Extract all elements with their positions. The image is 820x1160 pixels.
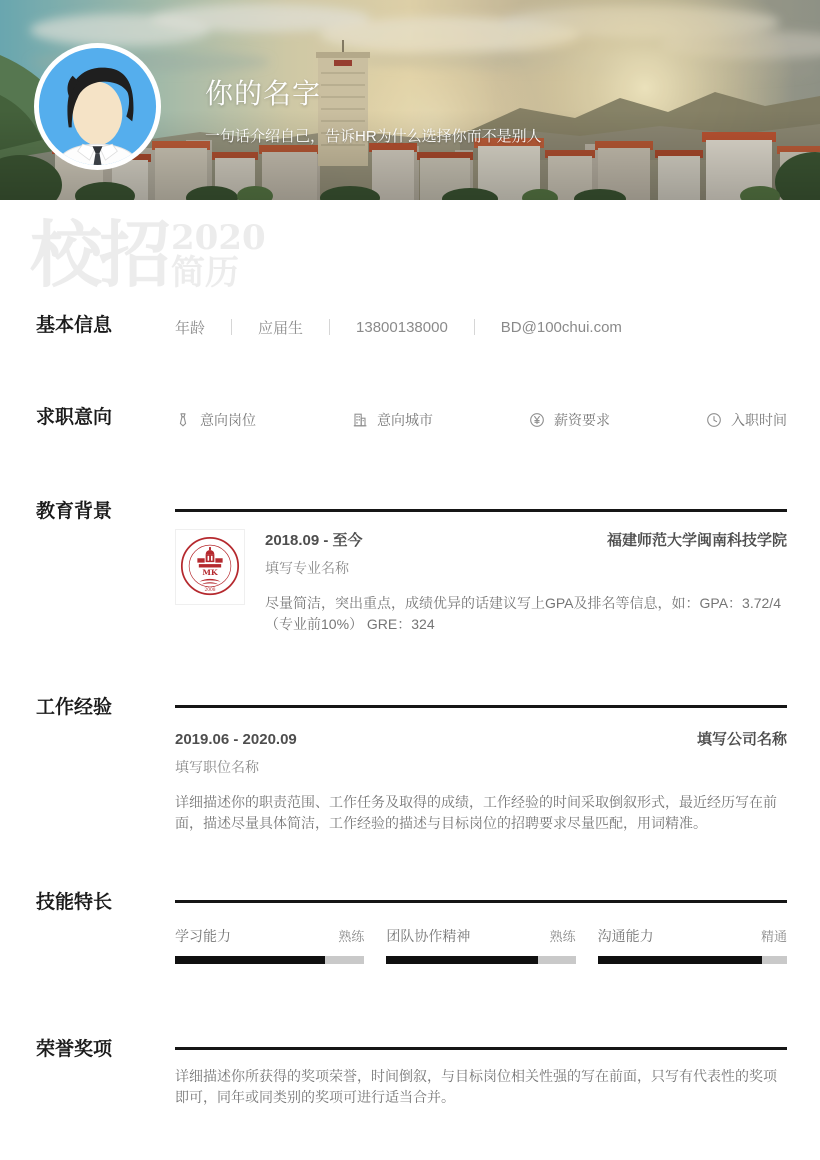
section-divider <box>175 900 787 903</box>
education-entry <box>175 529 787 635</box>
skill-bar-fill <box>386 956 537 964</box>
section-skills <box>0 891 820 964</box>
school-logo <box>175 529 245 605</box>
school-seal-icon <box>176 530 244 604</box>
section-job-intention <box>0 406 820 430</box>
skill-item-learning <box>175 926 364 964</box>
section-education <box>0 500 820 635</box>
skill-bar-fill <box>598 956 763 964</box>
svg-text:2008: 2008 <box>204 587 216 593</box>
skill-name: 学习能力 <box>175 928 231 944</box>
section-title-work-experience: 工作经验 <box>36 697 113 718</box>
intention-label: 意向岗位 <box>200 411 256 428</box>
work-entry <box>175 728 787 834</box>
intention-label: 意向城市 <box>377 411 433 428</box>
skill-bar-track <box>598 956 787 964</box>
education-period: 2018.09 - 至今 <box>265 532 363 549</box>
intention-label: 入职时间 <box>731 411 787 428</box>
skill-bar-track <box>386 956 575 964</box>
section-divider <box>175 509 787 512</box>
basic-info-phone: 13800138000 <box>356 318 448 336</box>
intention-item-city <box>352 410 433 430</box>
svg-text:MK: MK <box>202 568 218 578</box>
skill-item-teamwork <box>386 926 575 964</box>
vertical-divider <box>231 319 232 335</box>
skill-level: 熟练 <box>549 929 576 944</box>
honors-description: 详细描述你所获得的奖项荣誉，时间倒叙，与目标岗位相关性强的写在前面，只写有代表性的奖项即可，同年或同类别的奖项可进行适当合并。 <box>175 1068 777 1105</box>
intention-list <box>175 407 787 430</box>
skills-list <box>175 926 787 964</box>
education-school-name: 福建师范大学闽南科技学院 <box>606 532 787 549</box>
vertical-divider <box>329 319 330 335</box>
tie-icon <box>175 412 191 428</box>
skill-level: 精通 <box>760 929 787 944</box>
intention-item-start-date <box>706 410 787 430</box>
skill-name: 团队协作精神 <box>386 928 471 944</box>
basic-info-age: 年龄 <box>175 319 206 337</box>
watermark-small-text: 简历 <box>171 253 240 293</box>
education-major-placeholder: 填写专业名称 <box>265 560 349 576</box>
section-divider <box>175 1047 787 1050</box>
intention-label: 薪资要求 <box>554 411 610 428</box>
section-title-skills: 技能特长 <box>36 892 113 913</box>
skill-level: 熟练 <box>338 929 365 944</box>
avatar-man-icon <box>33 42 162 171</box>
work-company-name: 填写公司名称 <box>696 731 787 748</box>
intention-item-salary <box>529 410 610 430</box>
skill-bar-track <box>175 956 364 964</box>
basic-info-email: BD@100chui.com <box>500 318 622 336</box>
basic-info-list <box>175 315 787 338</box>
header-tagline: 一句话介绍自己，告诉HR为什么选择你而不是别人 <box>205 128 542 145</box>
section-title-basic-info: 基本信息 <box>36 315 113 336</box>
watermark-year: 2020 <box>171 218 266 258</box>
section-work-experience <box>0 696 820 834</box>
skill-bar-fill <box>175 956 325 964</box>
work-position-placeholder: 填写职位名称 <box>175 759 259 775</box>
page-title: 你的名字 <box>205 78 322 109</box>
section-title-job-intention: 求职意向 <box>36 407 113 428</box>
work-period: 2019.06 - 2020.09 <box>175 731 297 748</box>
vertical-divider <box>474 319 475 335</box>
skill-name: 沟通能力 <box>597 928 654 944</box>
basic-info-graduate-status: 应届生 <box>258 319 304 337</box>
building-icon <box>352 412 368 428</box>
clock-icon <box>706 412 722 428</box>
section-divider <box>175 705 787 708</box>
watermark <box>30 212 820 297</box>
section-honors <box>0 1038 820 1108</box>
watermark-big-text: 校招 <box>30 212 169 297</box>
header-banner <box>0 0 820 200</box>
avatar <box>33 42 162 171</box>
intention-item-position <box>175 410 256 430</box>
skill-item-communication <box>598 926 787 964</box>
education-description: 尽量简洁，突出重点，成绩优异的话建议写上GPA及排名等信息，如：GPA：3.72/4（专业前10%） GRE：324 <box>265 595 781 632</box>
section-title-education: 教育背景 <box>36 501 113 522</box>
yen-icon <box>529 412 545 428</box>
section-title-honors: 荣誉奖项 <box>36 1039 113 1060</box>
section-basic-info <box>0 314 820 338</box>
work-description: 详细描述你的职责范围、工作任务及取得的成绩，工作经验的时间采取倒叙形式，最近经历写在前面，描述尽量具体简洁，工作经验的描述与目标岗位的招聘要求尽量匹配，用词精准。 <box>175 794 777 831</box>
